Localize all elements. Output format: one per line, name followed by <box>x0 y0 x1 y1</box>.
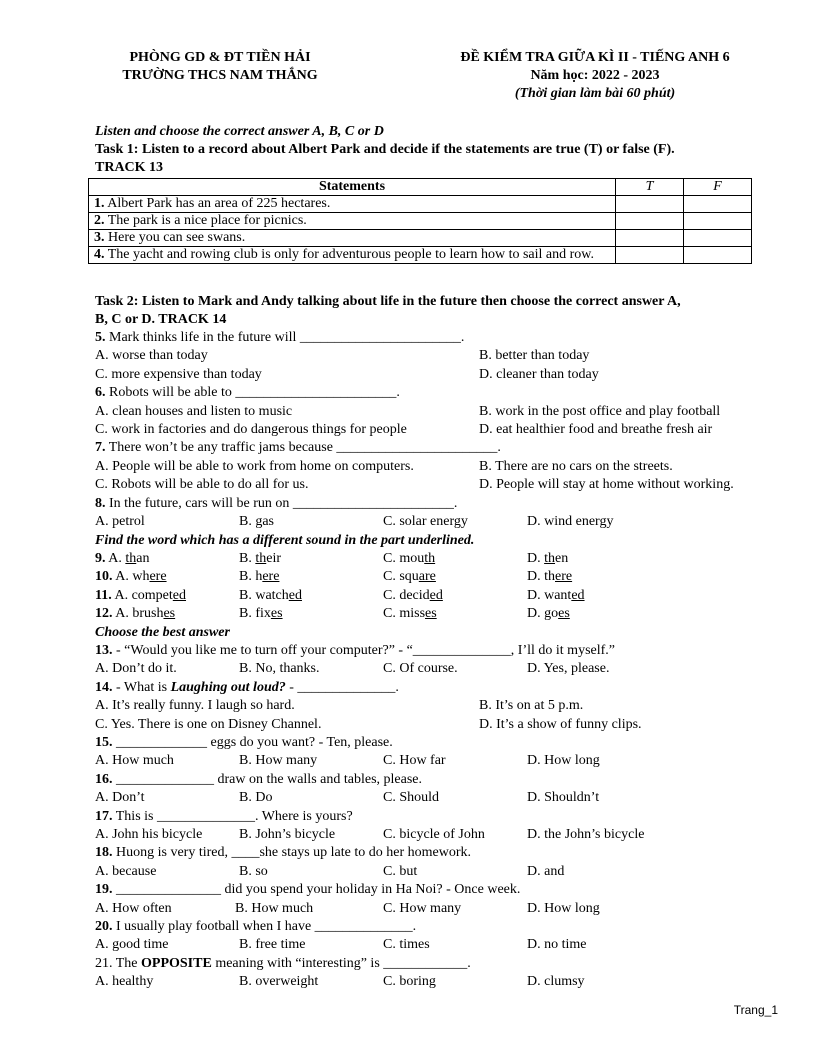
question-20: 20. I usually play football when I have ______________. <box>95 919 417 934</box>
option-d[interactable]: D. there <box>527 569 573 584</box>
option-c[interactable]: C. solar energy <box>383 514 468 529</box>
option-a[interactable]: A. good time <box>95 937 169 952</box>
option-c[interactable]: C. Should <box>383 790 440 805</box>
page-number: Trang_1 <box>733 1003 778 1017</box>
school-name: TRƯỜNG THCS NAM THẮNG <box>122 68 318 83</box>
exam-header <box>400 49 790 103</box>
best-answer-section-title: Choose the best answer <box>95 625 230 640</box>
statements-header: Statements <box>89 179 616 196</box>
question-11-option-a[interactable]: 11. A. competed <box>95 588 187 603</box>
option-b[interactable]: B. better than today <box>479 348 590 363</box>
table-row <box>89 230 752 247</box>
question-10-option-a[interactable]: 10. A. where <box>95 569 167 584</box>
option-d[interactable]: D. and <box>527 864 565 879</box>
true-answer-cell[interactable] <box>616 247 684 264</box>
question-18: 18. Huong is very tired, ____she stays up late to do her homework. <box>95 845 471 860</box>
option-c[interactable]: C. square <box>383 569 436 584</box>
statement-cell: 2. The park is a nice place for picnics. <box>89 213 616 230</box>
option-d[interactable]: D. It’s a show of funny clips. <box>479 717 642 732</box>
question-7: 7. There won’t be any traffic jams because _______________________. <box>95 440 501 455</box>
question-14: 14. - What is Laughing out loud? - ______________. <box>95 680 399 695</box>
listening-instruction: Listen and choose the correct answer A, B, C or D <box>95 124 384 139</box>
option-c[interactable]: C. bicycle of John <box>383 827 485 842</box>
option-a[interactable]: A. Don’t do it. <box>95 661 177 676</box>
table-row <box>89 247 752 264</box>
question-6: 6. Robots will be able to _______________________. <box>95 385 400 400</box>
option-d[interactable]: D. then <box>527 551 569 566</box>
option-b[interactable]: B. watched <box>239 588 302 603</box>
option-a[interactable]: A. clean houses and listen to music <box>95 404 293 419</box>
option-a[interactable]: A. How much <box>95 753 174 768</box>
school-header <box>90 49 350 85</box>
option-c[interactable]: C. misses <box>383 606 437 621</box>
task1-title: Task 1: Listen to a record about Albert Park and decide if the statements are true (T) or false (F). <box>95 142 675 157</box>
option-b[interactable]: B. here <box>239 569 280 584</box>
option-d[interactable]: D. People will stay at home without working. <box>479 477 734 492</box>
option-b[interactable]: B. work in the post office and play football <box>479 404 721 419</box>
true-answer-cell[interactable] <box>616 196 684 213</box>
option-b[interactable]: B. overweight <box>239 974 319 989</box>
false-header: F <box>684 179 752 196</box>
option-d[interactable]: D. How long <box>527 753 600 768</box>
option-d[interactable]: D. no time <box>527 937 587 952</box>
option-c[interactable]: C. How many <box>383 901 462 916</box>
option-d[interactable]: D. clumsy <box>527 974 585 989</box>
option-b[interactable]: B. their <box>239 551 281 566</box>
task1-track: TRACK 13 <box>95 160 164 175</box>
option-a[interactable]: A. It’s really funny. I laugh so hard. <box>95 698 295 713</box>
option-b[interactable]: B. How many <box>239 753 318 768</box>
option-d[interactable]: D. the John’s bicycle <box>527 827 645 842</box>
statement-cell: 4. The yacht and rowing club is only for adventurous people to learn how to sail and row. <box>89 247 616 264</box>
statement-cell: 3. Here you can see swans. <box>89 230 616 247</box>
option-b[interactable]: B. No, thanks. <box>239 661 320 676</box>
option-c[interactable]: C. more expensive than today <box>95 367 262 382</box>
statements-table <box>88 178 752 264</box>
option-b[interactable]: B. Do <box>239 790 273 805</box>
option-d[interactable]: D. How long <box>527 901 600 916</box>
question-21: 21. The OPPOSITE meaning with “interesting” is ____________. <box>95 956 471 971</box>
option-d[interactable]: D. Shouldn’t <box>527 790 600 805</box>
option-c[interactable]: C. Of course. <box>383 661 458 676</box>
option-c[interactable]: C. Yes. There is one on Disney Channel. <box>95 717 322 732</box>
option-c[interactable]: C. but <box>383 864 418 879</box>
option-d[interactable]: D. wanted <box>527 588 585 603</box>
option-d[interactable]: D. Yes, please. <box>527 661 610 676</box>
exam-duration: (Thời gian làm bài 60 phút) <box>514 86 676 101</box>
task2-title-cont: B, C or D. TRACK 14 <box>95 312 227 327</box>
question-13: 13. - “Would you like me to turn off your computer?” - “______________, I’ll do it myself.” <box>95 643 616 658</box>
task2-title: Task 2: Listen to Mark and Andy talking about life in the future then choose the correct answer A, <box>95 294 681 309</box>
statement-cell: 1. Albert Park has an area of 225 hectares. <box>89 196 616 213</box>
true-answer-cell[interactable] <box>616 213 684 230</box>
table-row <box>89 213 752 230</box>
option-c[interactable]: C. work in factories and do dangerous things for people <box>95 422 407 437</box>
false-answer-cell[interactable] <box>684 230 752 247</box>
option-c[interactable]: C. times <box>383 937 430 952</box>
department-name: PHÒNG GD & ĐT TIỀN HẢI <box>129 50 311 65</box>
option-a[interactable]: A. petrol <box>95 514 145 529</box>
question-5: 5. Mark thinks life in the future will _______________________. <box>95 330 465 345</box>
option-d[interactable]: D. eat healthier food and breathe fresh air <box>479 422 713 437</box>
option-b[interactable]: B. How much <box>235 901 314 916</box>
option-c[interactable]: C. Robots will be able to do all for us. <box>95 477 309 492</box>
true-answer-cell[interactable] <box>616 230 684 247</box>
option-c[interactable]: C. decided <box>383 588 443 603</box>
option-d[interactable]: D. goes <box>527 606 570 621</box>
option-b[interactable]: B. It’s on at 5 p.m. <box>479 698 584 713</box>
option-a[interactable]: A. How often <box>95 901 172 916</box>
option-a[interactable]: A. healthy <box>95 974 154 989</box>
question-16: 16. ______________ draw on the walls and tables, please. <box>95 772 422 787</box>
false-answer-cell[interactable] <box>684 196 752 213</box>
option-a[interactable]: A. John his bicycle <box>95 827 203 842</box>
option-d[interactable]: D. cleaner than today <box>479 367 599 382</box>
option-a[interactable]: A. worse than today <box>95 348 208 363</box>
question-15: 15. _____________ eggs do you want? - Ten, please. <box>95 735 393 750</box>
school-year: Năm học: 2022 - 2023 <box>530 68 660 83</box>
option-c[interactable]: C. mouth <box>383 551 436 566</box>
option-b[interactable]: B. gas <box>239 514 274 529</box>
table-row <box>89 196 752 213</box>
option-a[interactable]: A. because <box>95 864 157 879</box>
option-d[interactable]: D. wind energy <box>527 514 614 529</box>
option-a[interactable]: A. People will be able to work from home on computers. <box>95 459 414 474</box>
option-a[interactable]: A. Don’t <box>95 790 145 805</box>
false-answer-cell[interactable] <box>684 213 752 230</box>
question-17: 17. This is ______________. Where is yours? <box>95 809 353 824</box>
exam-title: ĐỀ KIỂM TRA GIỮA KÌ II - TIẾNG ANH 6 <box>460 50 730 65</box>
question-9-option-a[interactable]: 9. A. than <box>95 551 150 566</box>
option-b[interactable]: B. free time <box>239 937 306 952</box>
option-b[interactable]: B. so <box>239 864 268 879</box>
option-c[interactable]: C. How far <box>383 753 446 768</box>
option-c[interactable]: C. boring <box>383 974 436 989</box>
table-header-row <box>89 179 752 196</box>
question-8: 8. In the future, cars will be run on _______________________. <box>95 496 458 511</box>
false-answer-cell[interactable] <box>684 247 752 264</box>
true-header: T <box>616 179 684 196</box>
option-b[interactable]: B. fixes <box>239 606 283 621</box>
option-b[interactable]: B. There are no cars on the streets. <box>479 459 673 474</box>
question-12-option-a[interactable]: 12. A. brushes <box>95 606 176 621</box>
question-19: 19. _______________ did you spend your holiday in Ha Noi? - Once week. <box>95 882 521 897</box>
option-b[interactable]: B. John’s bicycle <box>239 827 336 842</box>
sound-section-title: Find the word which has a different sound in the part underlined. <box>95 533 475 548</box>
